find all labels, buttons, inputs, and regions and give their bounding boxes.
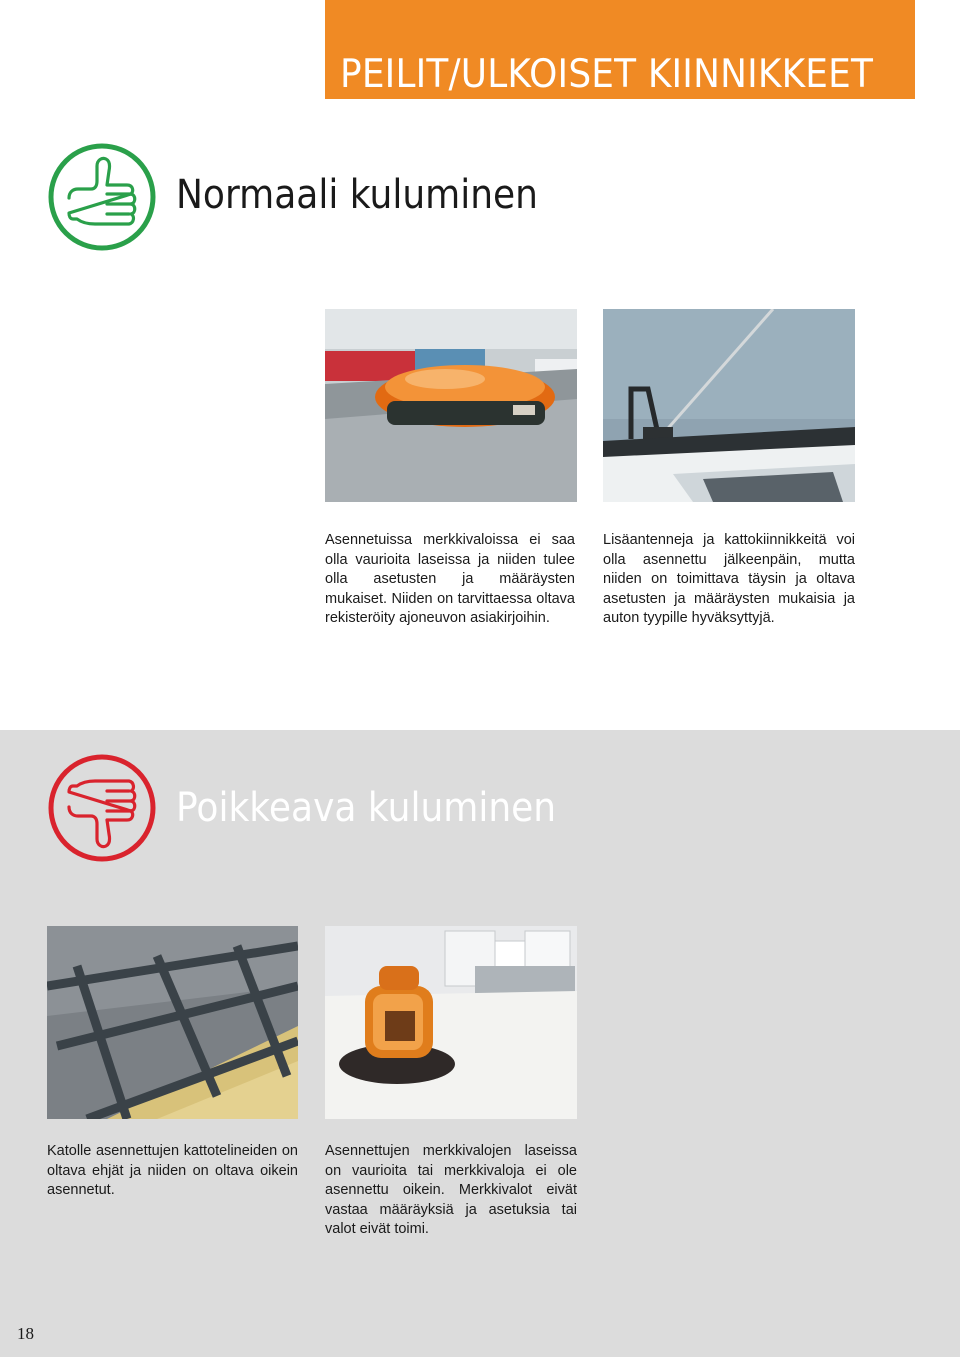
photo-roof-rack-abnormal (47, 926, 298, 1119)
thumbs-up-icon (47, 142, 157, 252)
header-band (325, 0, 915, 99)
caption-antenna-normal: Lisäantenneja ja kattokiinnikkeitä voi olla asennettu jälkeenpäin, mutta niiden on toimittava täysin ja oltava asetusten ja määräysten mukaisia ja auton tyypille hyväksyttyjä. (603, 532, 855, 626)
photo-beacon-normal (325, 309, 577, 502)
caption-roof-rack-abnormal: Katolle asennettujen kattotelineiden on oltava ehjät ja niiden on oltava oikein asennetut. (47, 1143, 298, 1198)
caption-beacon-abnormal: Asennettujen merkkivalojen laseissa on vaurioita tai merkkivaloja ei ole asennettu oikein. Merkkivalot eivät vastaa määräyksiä ja asetuksia tai valot eivät toimi. (325, 1143, 577, 1237)
thumbs-down-icon (47, 753, 157, 863)
section-heading-normal: Normaali kuluminen (176, 172, 538, 218)
photo-antenna-normal (603, 309, 855, 502)
caption-beacon-normal: Asennetuissa merkkivaloissa ei saa olla vaurioita laseissa ja niiden tulee olla asetusten ja määräysten mukaiset. Niiden on tarvittaessa oltava rekisteröity ajoneuvon asiakirjoihin. (325, 532, 575, 626)
page-title: PEILIT/ULKOISET KIINNIKKEET (340, 52, 874, 97)
section-heading-abnormal: Poikkeava kuluminen (176, 785, 557, 831)
page-number: 18 (17, 1324, 34, 1343)
photo-beacon-abnormal (325, 926, 577, 1119)
